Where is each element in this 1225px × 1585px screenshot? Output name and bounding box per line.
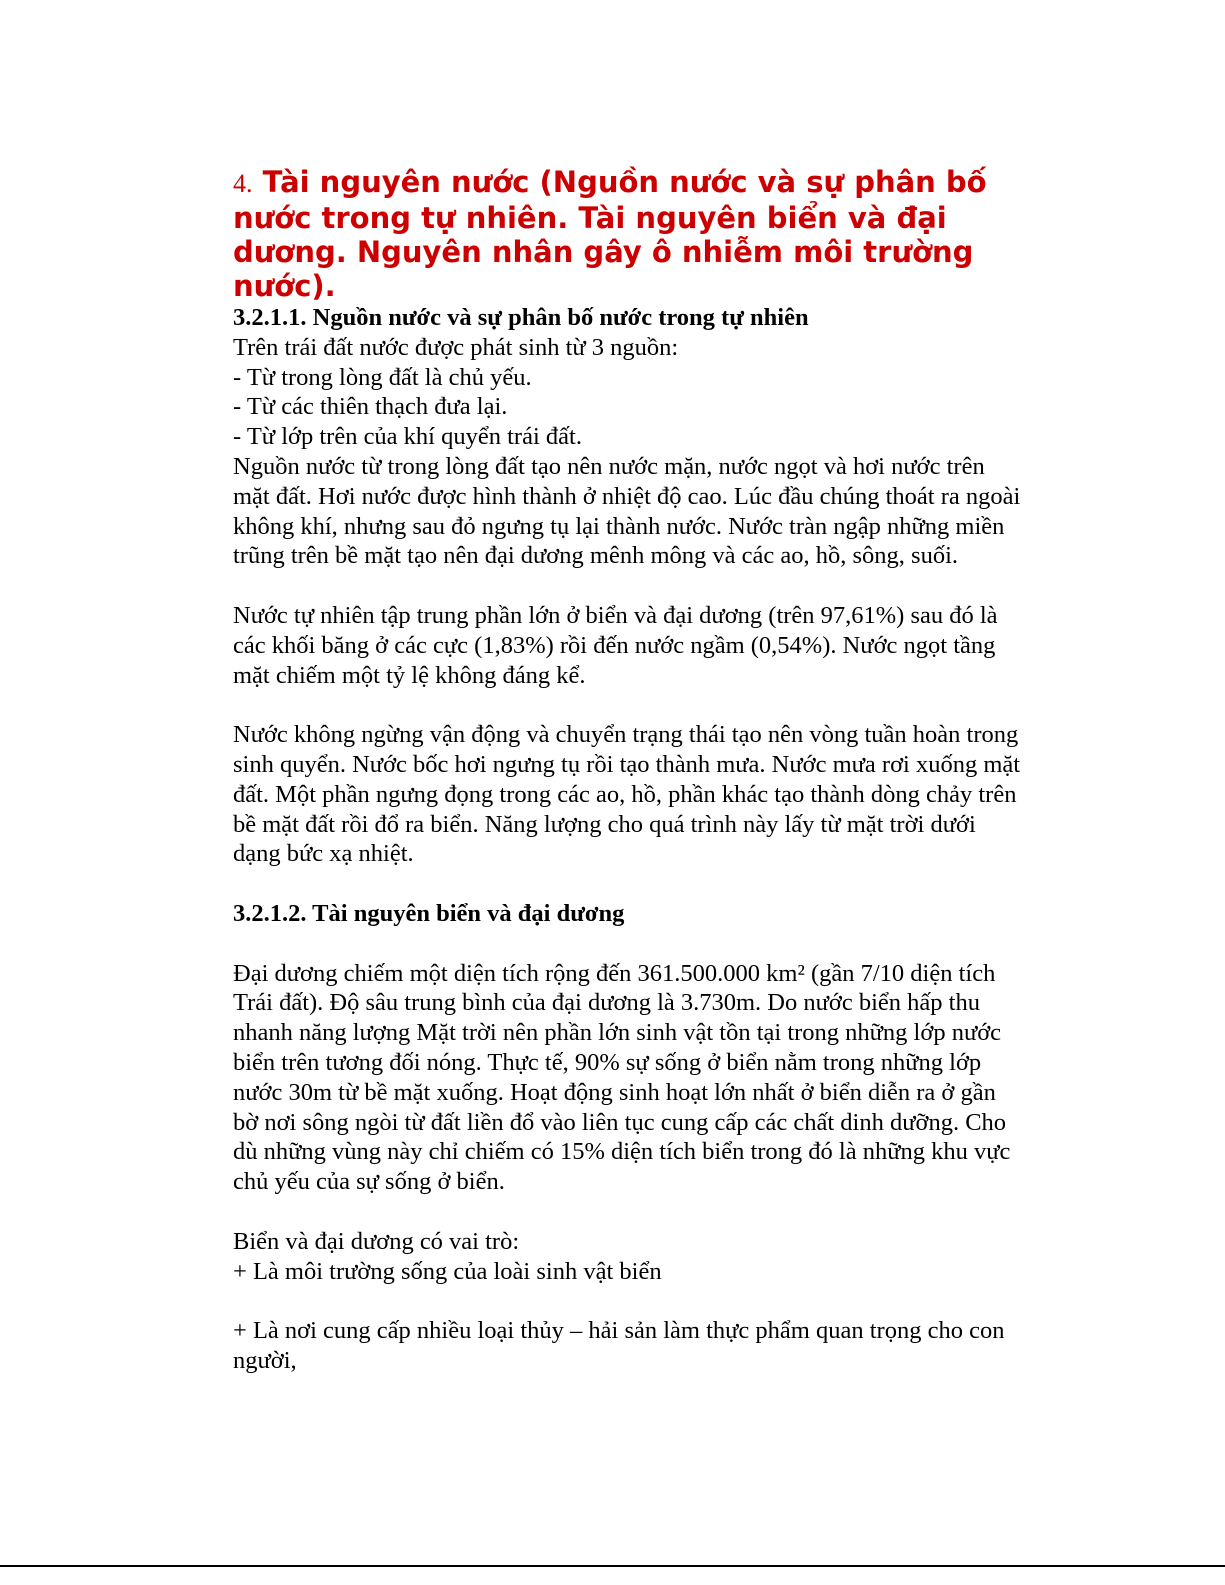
title-text: Tài nguyên nước (Nguồn nước và sự phân bố nước trong tự nhiên. Tài nguyên biển và đại dương. Nguyên nhân gây ô nhiễm môi trường nước) [233,165,987,303]
page-bottom-rule [0,1565,1225,1567]
list-item: - Từ trong lòng đất là chủ yếu. [233,363,532,391]
document-title [233,165,1023,303]
water-sources-intro: Trên trái đất nước được phát sinh từ 3 nguồn: [233,333,679,361]
title-end: . [324,269,336,303]
section-heading-ocean-resources: 3.2.1.2. Tài nguyên biển và đại dương [233,899,625,927]
paragraph-gap [233,1197,1023,1227]
paragraph-gap [233,571,1023,601]
paragraph-water-distribution: Nước tự nhiên tập trung phần lớn ở biển và đại dương (trên 97,61%) sau đó là các khối băng ở các cực (1,83%) rồi đến nước ngầm (0,54%). Nước ngọt tầng mặt chiếm một tỷ lệ không đáng kể. [233,601,998,689]
ocean-role-habitat: + Là môi trường sống của loài sinh vật biển [233,1257,662,1285]
paragraph-gap [233,1286,1023,1316]
paragraph-gap [233,869,1023,899]
document-page [233,165,1023,1376]
ocean-roles-intro: Biển và đại dương có vai trò: [233,1227,520,1255]
paragraph-gap [233,929,1023,959]
paragraph-ocean-area: Đại dương chiếm một diện tích rộng đến 361.500.000 km² (gần 7/10 diện tích Trái đất). Độ sâu trung bình của đại dương là 3.730m. Do nước biển hấp thu nhanh năng lượng Mặt trời nên phần lớn sinh vật tồn tại trong những lớp nước biển trên tương đối nóng. Thực tế, 90% sự sống ở biển nằm trong những lớp nước 30m từ bề mặt xuống. Hoạt động sinh hoạt lớn nhất ở biển diễn ra ở gần bờ nơi sông ngòi từ đất liền đổ vào liên tục cung cấp các chất dinh dưỡng. Cho dù những vùng này chỉ chiếm có 15% diện tích biển trong đó là những khu vực chủ yếu của sự sống ở biển. [233,959,1011,1196]
section-heading-water-sources: 3.2.1.1. Nguồn nước và sự phân bố nước trong tự nhiên [233,304,809,331]
paragraph-gap [233,690,1023,720]
paragraph-underground-water: Nguồn nước từ trong lòng đất tạo nên nước mặn, nước ngọt và hơi nước trên mặt đất. Hơi nước được hình thành ở nhiệt độ cao. Lúc đầu chúng thoát ra ngoài không khí, nhưng sau đỏ ngưng tụ lại thành nước. Nước tràn ngập những miền trũng trên bề mặt tạo nên đại dương mênh mông và các ao, hồ, sông, suối. [233,452,1021,570]
list-item: - Từ lớp trên của khí quyển trái đất. [233,423,582,451]
list-item: - Từ các thiên thạch đưa lại. [233,393,508,421]
ocean-role-seafood: + Là nơi cung cấp nhiều loại thủy – hải sản làm thực phẩm quan trọng cho con người, [233,1317,1005,1374]
title-number: 4. [233,169,253,198]
paragraph-water-cycle: Nước không ngừng vận động và chuyển trạng thái tạo nên vòng tuần hoàn trong sinh quyển. Nước bốc hơi ngưng tụ rồi tạo thành mưa. Nước mưa rơi xuống mặt đất. Một phần ngưng đọng trong các ao, hồ, phần khác tạo thành dòng chảy trên bề mặt đất rồi đổ ra biển. Năng lượng cho quá trình này lấy từ mặt trời dưới dạng bức xạ nhiệt. [233,721,1021,868]
